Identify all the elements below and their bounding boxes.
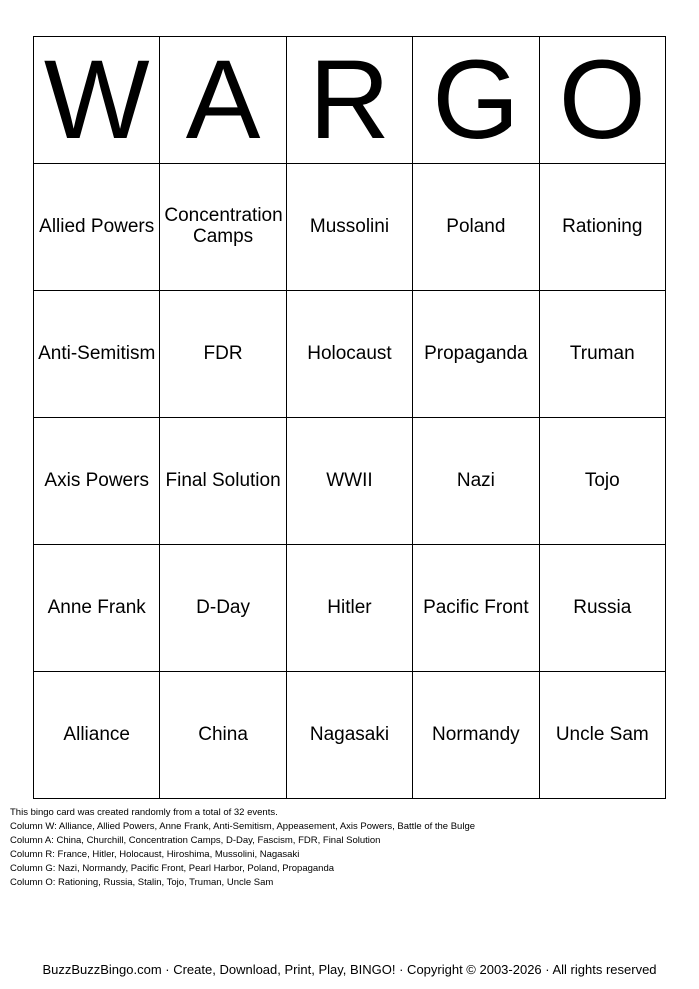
column-w-list: Column W: Alliance, Allied Powers, Anne Frank, Anti-Semitism, Appeasement, Axis Powers, Battle of the Bulge [10, 821, 476, 832]
bingo-cell: Russia [539, 545, 665, 672]
card-row-1 [34, 164, 666, 291]
bingo-cell: D-Day [160, 545, 286, 672]
bingo-cell: Pacific Front [413, 545, 539, 672]
column-r-list: Column R: France, Hitler, Holocaust, Hiroshima, Mussolini, Nagasaki [10, 849, 300, 860]
bingo-cell: Axis Powers [34, 418, 160, 545]
bingo-cell: Allied Powers [34, 164, 160, 291]
card-row-2 [34, 291, 666, 418]
header-letter-o: O [539, 37, 665, 164]
bingo-cell: Holocaust [286, 291, 412, 418]
bingo-cell: Rationing [539, 164, 665, 291]
bingo-cell: Nazi [413, 418, 539, 545]
bingo-cell: Anne Frank [34, 545, 160, 672]
bingo-card [33, 36, 666, 799]
bingo-cell: Concentration Camps [160, 164, 286, 291]
bingo-cell: Nagasaki [286, 672, 412, 799]
header-row [34, 37, 666, 164]
bingo-cell: Hitler [286, 545, 412, 672]
bingo-cell: Propaganda [413, 291, 539, 418]
header-letter-r: R [286, 37, 412, 164]
bingo-cell: Mussolini [286, 164, 412, 291]
bingo-cell: Uncle Sam [539, 672, 665, 799]
card-row-4 [34, 545, 666, 672]
card-notes [10, 806, 690, 890]
column-g-list: Column G: Nazi, Normandy, Pacific Front, Pearl Harbor, Poland, Propaganda [10, 863, 335, 874]
bingo-cell: FDR [160, 291, 286, 418]
site-footer: BuzzBuzzBingo.com · Create, Download, Print, Play, BINGO! · Copyright © 2003-2026 · All rights reserved [42, 962, 657, 977]
bingo-cell: Truman [539, 291, 665, 418]
bingo-cell: Normandy [413, 672, 539, 799]
column-a-list: Column A: China, Churchill, Concentration Camps, D-Day, Fascism, FDR, Final Solution [10, 835, 381, 846]
bingo-cell: China [160, 672, 286, 799]
header-letter-g: G [413, 37, 539, 164]
bingo-cell: WWII [286, 418, 412, 545]
bingo-cell: Alliance [34, 672, 160, 799]
bingo-cell: Tojo [539, 418, 665, 545]
notes-intro: This bingo card was created randomly from a total of 32 events. [10, 807, 278, 818]
column-o-list: Column O: Rationing, Russia, Stalin, Tojo, Truman, Uncle Sam [10, 877, 274, 888]
header-letter-a: A [160, 37, 286, 164]
bingo-cell: Poland [413, 164, 539, 291]
card-row-3 [34, 418, 666, 545]
header-letter-w: W [34, 37, 160, 164]
card-row-5 [34, 672, 666, 799]
bingo-cell: Final Solution [160, 418, 286, 545]
bingo-cell: Anti-Semitism [34, 291, 160, 418]
